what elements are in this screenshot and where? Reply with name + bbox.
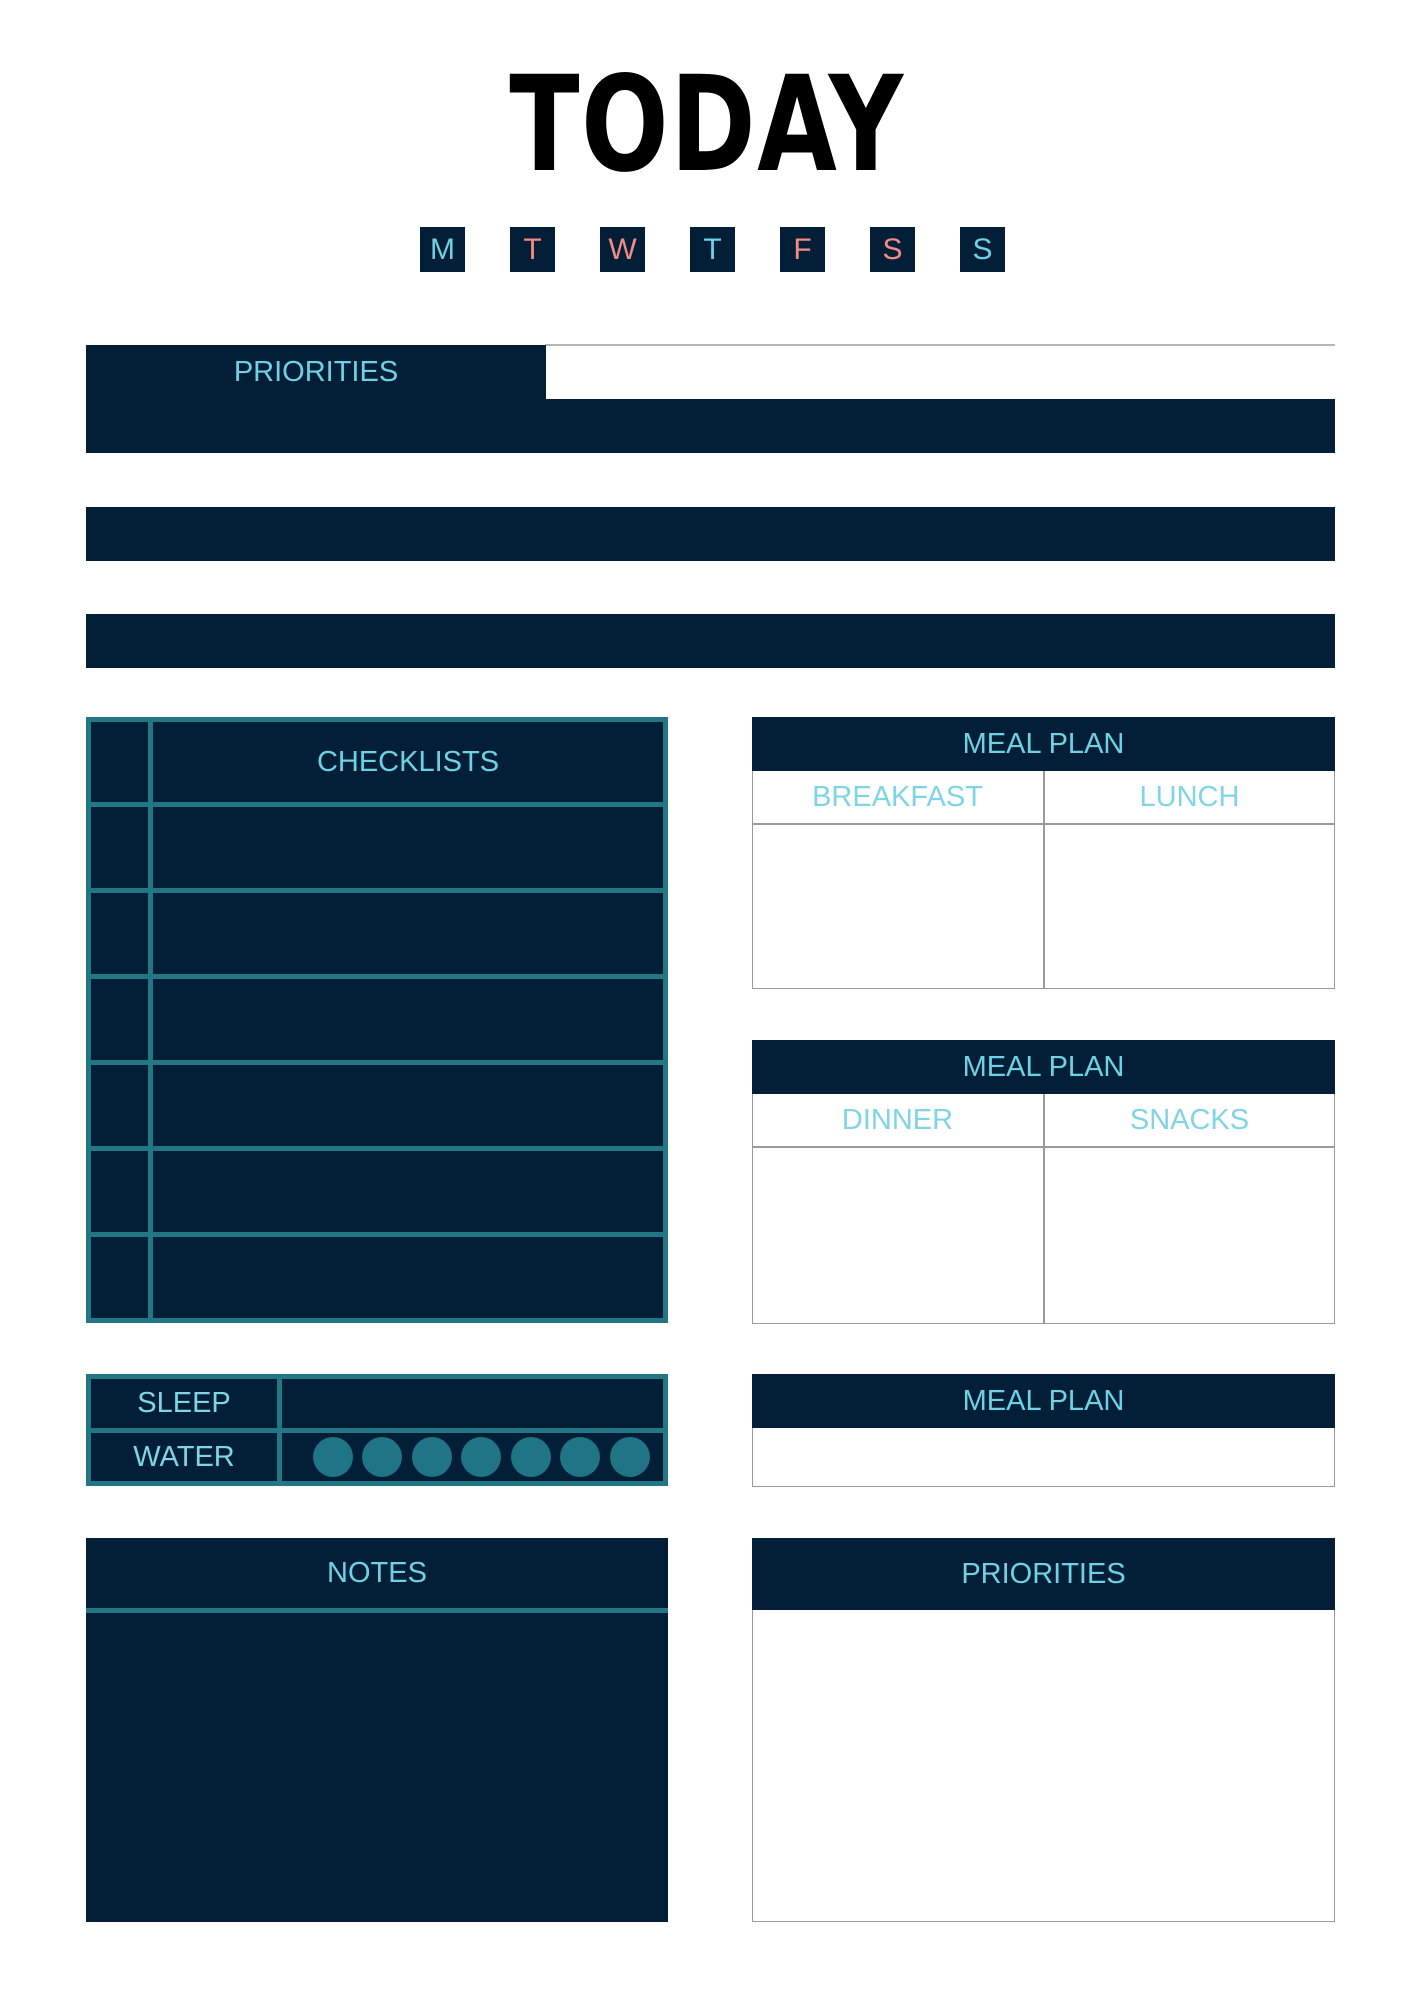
checklist-checkbox[interactable]	[91, 1237, 148, 1318]
water-glass-4[interactable]	[461, 1437, 501, 1477]
water-label: WATER	[133, 1440, 235, 1473]
day-sunday[interactable]: S	[960, 227, 1005, 272]
checklist-row-divider	[88, 888, 666, 893]
snacks-label: SNACKS	[1129, 1103, 1250, 1136]
checklist-checkbox[interactable]	[91, 807, 148, 888]
priorities-bottom-header: PRIORITIES	[752, 1538, 1335, 1610]
meal-plan-1-header: MEAL PLAN	[752, 717, 1335, 771]
day-wednesday[interactable]: W	[600, 227, 645, 272]
checklist-row-divider	[88, 974, 666, 979]
day-friday[interactable]: F	[780, 227, 825, 272]
meal-plan-2-header: MEAL PLAN	[752, 1040, 1335, 1094]
day-monday[interactable]: M	[420, 227, 465, 272]
meal-plan-3-header: MEAL PLAN	[752, 1374, 1335, 1428]
day-thursday[interactable]: T	[690, 227, 735, 272]
breakfast-label: BREAKFAST	[812, 780, 983, 813]
water-glass-2[interactable]	[362, 1437, 402, 1477]
page-title: TODAY	[509, 48, 905, 202]
water-glass-1[interactable]	[313, 1437, 353, 1477]
priorities-top-rule	[545, 344, 1335, 346]
priority-line-3[interactable]	[86, 614, 1335, 668]
checklist-row-divider	[88, 1060, 666, 1065]
priority-line-1[interactable]	[86, 399, 1335, 453]
checklist-row-divider	[88, 1232, 666, 1237]
priority-line-2[interactable]	[86, 507, 1335, 561]
checklist-row-divider	[88, 1146, 666, 1151]
notes-divider	[86, 1608, 668, 1613]
water-glass-3[interactable]	[412, 1437, 452, 1477]
water-glass-7[interactable]	[610, 1437, 650, 1477]
dinner-label: DINNER	[841, 1103, 954, 1136]
checklists-title: CHECKLISTS	[316, 745, 500, 778]
checklist-checkbox[interactable]	[91, 979, 148, 1060]
sleep-label: SLEEP	[137, 1387, 231, 1419]
day-saturday[interactable]: S	[870, 227, 915, 272]
lunch-label: LUNCH	[1139, 780, 1240, 813]
checklists-checkbox-divider	[148, 719, 153, 1321]
checklist-checkbox[interactable]	[91, 1065, 148, 1146]
sleep-field[interactable]	[282, 1379, 663, 1428]
water-glass-6[interactable]	[560, 1437, 600, 1477]
checklist-checkbox[interactable]	[91, 893, 148, 974]
checklist-row-divider	[88, 802, 666, 807]
priorities-header: PRIORITIES	[86, 345, 546, 400]
day-tuesday[interactable]: T	[510, 227, 555, 272]
water-glass-5[interactable]	[511, 1437, 551, 1477]
notes-header: NOTES	[327, 1556, 427, 1589]
checklist-checkbox[interactable]	[91, 1151, 148, 1232]
